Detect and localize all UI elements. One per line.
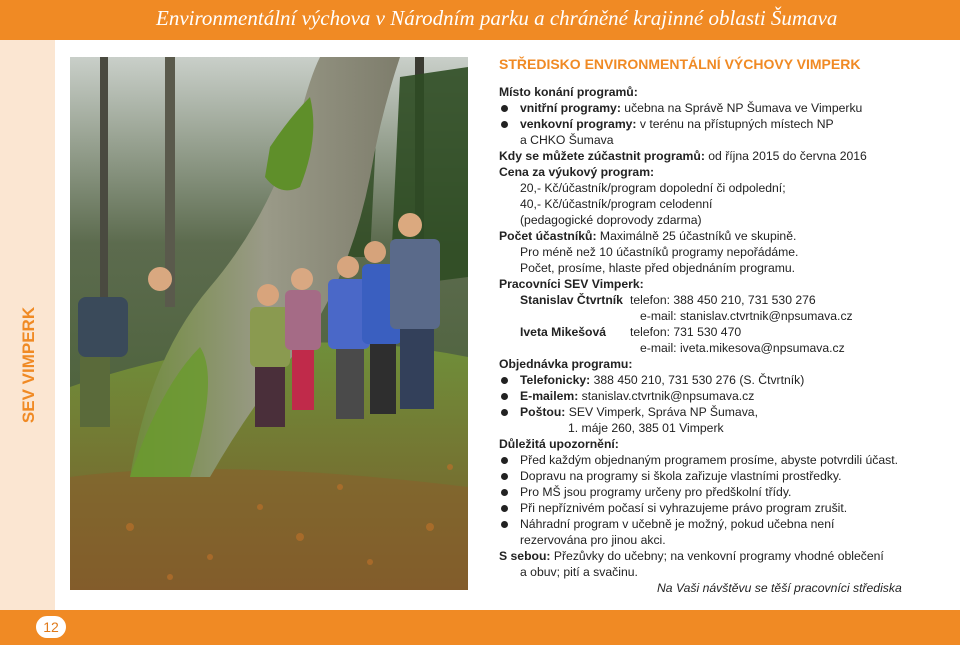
staff-name: Iveta Mikešová [520,325,607,339]
footer-bar [0,610,960,645]
notice-item: Při nepříznivém počasí si vyhrazujeme právo program zrušit. [499,500,949,516]
staff-title: Pracovníci SEV Vimperk: [499,277,644,291]
count-note: Počet, prosíme, hlaste před objednáním programu. [520,261,796,275]
place-text: učebna na Správě NP Šumava ve Vimperku [620,101,863,115]
notice-item-cont: rezervována pro jinou akci. [520,533,666,547]
photo-children-hugging-tree [70,57,468,590]
when-text: od října 2015 do června 2016 [704,149,867,163]
order-text[interactable]: stanislav.ctvrtnik@npsumava.cz [578,389,755,403]
notice-title: Důležitá upozornění: [499,437,619,451]
place-text: v terénu na přístupných místech NP [636,117,834,131]
notice-item: Náhradní program v učebně je možný, pokud učebna není [499,516,949,532]
order-text: SEV Vimperk, Správa NP Šumava, [565,405,758,419]
group-photo [70,57,468,590]
place-label: venkovní programy: [520,117,637,131]
notice-item: Pro MŠ jsou programy určeny pro předškolní třídy. [499,484,949,500]
place-label: vnitřní programy: [520,101,621,115]
notice-item: Před každým objednaným programem prosíme, abyste potvrdili účast. [499,452,949,468]
count-text: Maximálně 25 účastníků ve skupině. [596,229,797,243]
bring-line [499,548,949,564]
header-bar [0,0,960,40]
when-label: Kdy se můžete zúčastnit programů: [499,149,705,163]
bring-text: Přezůvky do učebny; na venkovní programy vhodné oblečení [550,549,884,563]
staff-email[interactable]: e-mail: stanislav.ctvrtnik@npsumava.cz [640,309,853,323]
info-panel [499,56,949,596]
order-label: Telefonicky: [520,373,591,387]
place-title: Místo konání programů: [499,85,638,99]
staff-phone: telefon: 731 530 470 [630,325,742,339]
bring-cont: a obuv; pití a svačinu. [520,565,638,579]
staff-email[interactable]: e-mail: iveta.mikesova@npsumava.cz [640,341,845,355]
price-line: 40,- Kč/účastník/program celodenní [520,197,713,211]
place-item-outdoor [499,116,949,132]
count-line [499,228,949,244]
order-item-post [499,404,949,420]
place-item-indoor [499,100,949,116]
page-number-badge: 12 [34,614,68,640]
page-header-title: Environmentální výchova v Národním parku a chráněné krajinné oblasti Šumava [156,6,838,30]
notice-item: Dopravu na programy si škola zařizuje vlastními prostředky. [499,468,949,484]
price-title: Cena za výukový program: [499,165,655,179]
order-text: 388 450 210, 731 530 276 (S. Čtvrtník) [590,373,805,387]
order-item-phone [499,372,949,388]
sidebar-band [0,40,55,610]
price-line: (pedagogické doprovody zdarma) [520,213,702,227]
order-item-post-cont: 1. máje 260, 385 01 Vimperk [568,421,724,435]
order-title: Objednávka programu: [499,357,633,371]
order-item-email [499,388,949,404]
closing-note: Na Vaši návštěvu se těší pracovníci střediska [657,581,902,595]
bring-label: S sebou: [499,549,551,563]
price-line: 20,- Kč/účastník/program dopolední či odpolední; [520,181,786,195]
order-label: E-mailem: [520,389,579,403]
when-line [499,148,949,164]
staff-name: Stanislav Čtvrtník [520,293,623,307]
staff-phone: telefon: 388 450 210, 731 530 276 [630,293,816,307]
count-label: Počet účastníků: [499,229,597,243]
sidebar-label: SEV VIMPERK [19,306,38,424]
staff-row [499,292,949,308]
place-item-outdoor-cont: a CHKO Šumava [520,133,614,147]
order-label: Poštou: [520,405,566,419]
count-note: Pro méně než 10 účastníků programy nepořádáme. [520,245,799,259]
staff-row [499,324,949,340]
section-heading: STŘEDISKO ENVIRONMENTÁLNÍ VÝCHOVY VIMPERK [499,56,861,72]
